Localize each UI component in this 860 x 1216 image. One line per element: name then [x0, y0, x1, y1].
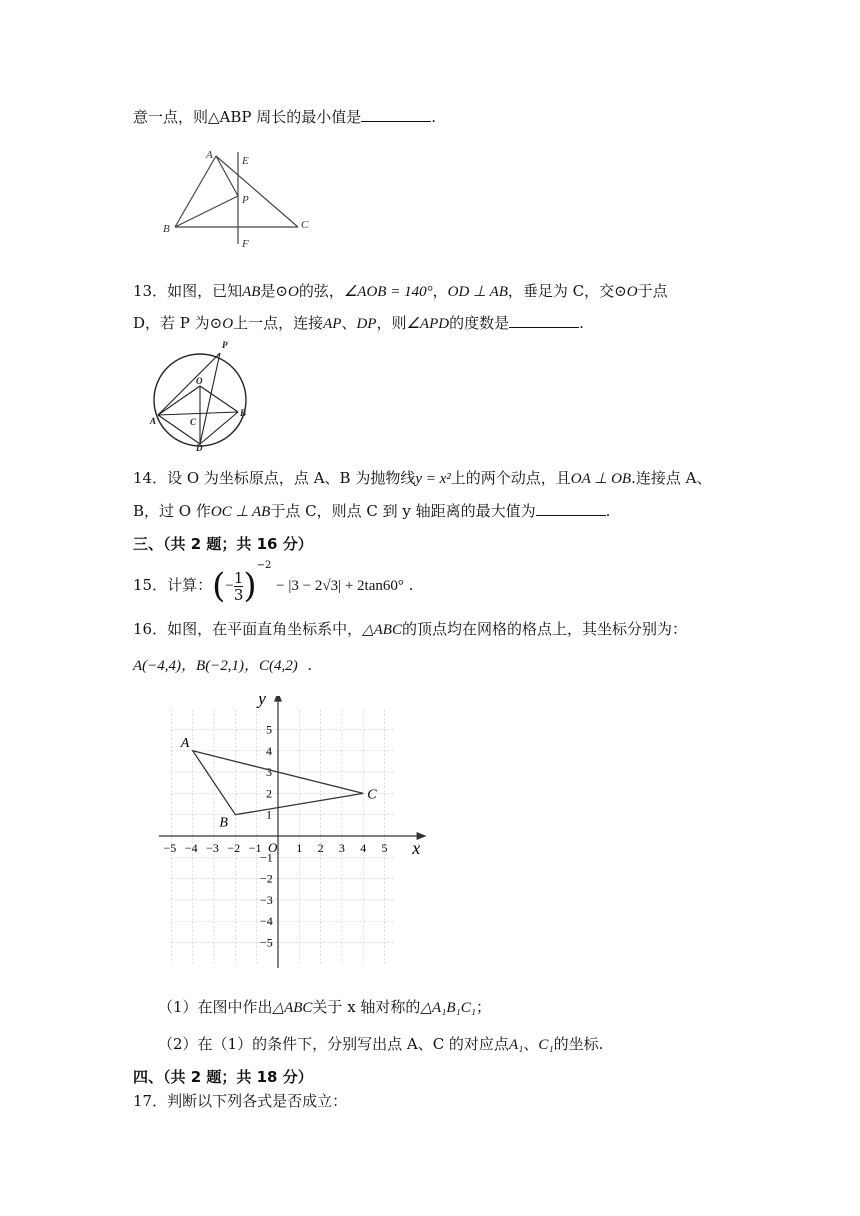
q12-tail: 意一点，则△ABP 周长的最小值是 . [133, 108, 437, 126]
q13-line2: D，若 P 为⊙O上一点，连接AP、DP，则∠APD的度数是 . [133, 314, 584, 332]
point-label-c: C [367, 787, 377, 803]
q14-line2: B，过 O 作OC ⊥ AB于点 C，则点 C 到 y 轴距离的最大值为 . [133, 502, 611, 520]
x-tick-label: −4 [184, 841, 198, 855]
x-tick-label: 4 [360, 841, 367, 855]
x-tick-label: 3 [338, 841, 345, 855]
y-tick-label: −2 [260, 871, 273, 886]
label-p: P [222, 340, 228, 350]
q16-line1: 16．如图，在平面直角坐标系中，△ABC的顶点均在网格的格点上，其坐标分别为： [133, 620, 687, 638]
x-tick-label: 1 [296, 841, 303, 855]
y-tick-label: −4 [260, 914, 273, 929]
q14-line1: 14．设 O 为坐标原点，点 A、B 为抛物线y = x²上的两个动点，且OA ⊥ OB.连接点 A、 [133, 469, 712, 487]
label-p: P [242, 194, 249, 206]
q16-sub2: （2）在（1）的条件下，分别写出点 A、C 的对应点A₁、C₁的坐标. [158, 1035, 604, 1053]
figure-q12 [160, 148, 320, 250]
label-f: F [242, 238, 249, 250]
label-c: C [190, 417, 197, 427]
y-tick-label: 2 [266, 786, 272, 801]
label-e: E [242, 155, 249, 167]
x-tick-label: −2 [227, 841, 241, 855]
coordinate-figure [150, 696, 430, 978]
origin-label: O [268, 840, 278, 855]
q15: 15．计算：(− $\frac{1}{3}$ )$^{-2}$ − |3 − 2√3| + 2tan60° . [133, 560, 414, 606]
section-3-heading: 三、（共 2 题；共 16 分） [133, 535, 313, 553]
answer-blank [509, 315, 579, 328]
point-label-a: A [180, 735, 190, 751]
label-a: A [150, 416, 157, 426]
q16-line2: A(−4,4)，B(−2,1)，C(4,2) . [133, 656, 313, 674]
label-a: A [206, 149, 213, 161]
x-tick-label: −5 [163, 841, 177, 855]
y-tick-label: −1 [260, 850, 273, 865]
axis-label-y: y [258, 696, 266, 709]
y-tick-label: 5 [266, 722, 272, 737]
x-tick-label: 5 [381, 841, 388, 855]
q16-sub1: （1）在图中作出△ABC关于 x 轴对称的△A₁B₁C₁； [158, 998, 491, 1016]
axis-label-x: x [412, 838, 421, 858]
x-tick-label: −3 [206, 841, 219, 855]
point-label-b: B [219, 815, 228, 831]
section-4-heading: 四、（共 2 题；共 18 分） [133, 1068, 313, 1086]
label-d: D [196, 443, 203, 452]
label-b: B [163, 223, 170, 235]
q17: 17．判断以下列各式是否成立： [133, 1092, 348, 1110]
label-b: B [240, 408, 247, 418]
answer-blank [536, 503, 606, 516]
label-c: C [301, 219, 309, 231]
y-tick-label: −5 [260, 935, 273, 950]
x-tick-label: 2 [317, 841, 324, 855]
y-axis-arrow [274, 696, 282, 702]
x-tick-label: −1 [248, 841, 262, 855]
y-tick-label: 4 [266, 743, 272, 758]
y-tick-label: −3 [260, 892, 273, 907]
y-tick-label: 1 [266, 807, 272, 822]
answer-blank [361, 109, 431, 122]
q13-line1: 13．如图，已知AB是⊙O的弦，∠AOB = 140°，OD ⊥ AB，垂足为 C，交⊙O于点 [133, 282, 668, 300]
y-tick-label: 3 [266, 765, 272, 780]
figure-q13 [146, 336, 256, 452]
label-o: O [196, 376, 203, 386]
